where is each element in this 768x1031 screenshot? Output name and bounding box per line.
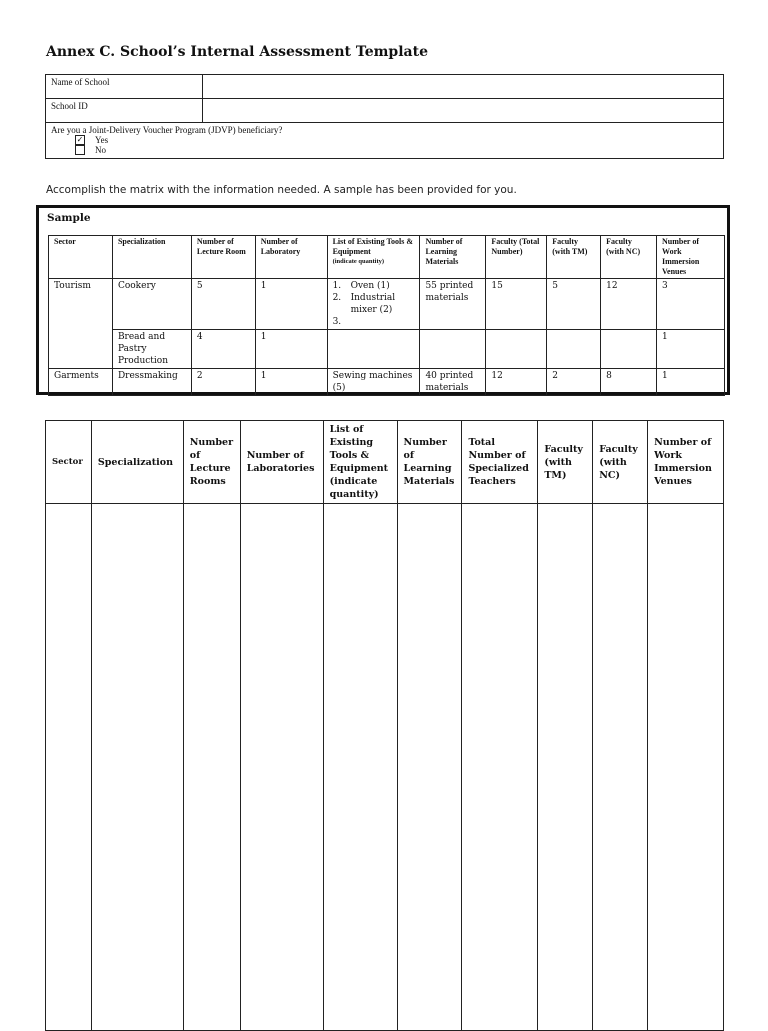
matrix-header-specialization: Specialization — [91, 421, 183, 504]
matrix-entry-row — [46, 504, 724, 1031]
option-no-label: No — [95, 145, 106, 155]
matrix-header-lab: Number of Laboratories — [240, 421, 323, 504]
sample-header-faculty-total: Faculty (Total Number) — [486, 236, 547, 279]
matrix-header-faculty-tm: Faculty (with TM) — [538, 421, 593, 504]
sample-cell-lab: 1 — [255, 279, 327, 330]
matrix-cell-faculty-nc[interactable] — [593, 504, 648, 1031]
sample-cell-tools: Sewing machines (5) — [327, 369, 420, 396]
option-yes-label: Yes — [95, 135, 109, 145]
sample-cell-faculty-nc — [601, 330, 657, 369]
sample-cell-learning: 55 printed materials — [420, 279, 486, 330]
checkbox-icon[interactable] — [75, 145, 85, 155]
sample-header-work: Number of Work Immersion Venues — [657, 236, 725, 279]
matrix-cell-work[interactable] — [648, 504, 724, 1031]
matrix-header-tools: List of Existing Tools & Equipment (indicate quantity) — [323, 421, 397, 504]
matrix-cell-sector[interactable] — [46, 504, 92, 1031]
sample-cell-specialization: Cookery — [112, 279, 191, 330]
jdvp-question: Are you a Joint-Delivery Voucher Program (JDVP) beneficiary? — [51, 125, 283, 135]
matrix-cell-learning[interactable] — [397, 504, 462, 1031]
sample-cell-lab: 1 — [255, 369, 327, 396]
sample-cell-faculty-total — [486, 330, 547, 369]
sample-cell-tools — [327, 330, 420, 369]
sample-label: Sample — [47, 212, 91, 224]
sample-header-sector: Sector — [49, 236, 113, 279]
matrix-cell-lecture[interactable] — [183, 504, 240, 1031]
school-info-table — [45, 74, 724, 159]
jdvp-question-cell — [46, 123, 724, 159]
list-number: 1. — [332, 281, 342, 291]
list-number: 3. — [332, 317, 342, 327]
school-id-field[interactable] — [203, 99, 724, 123]
sample-cell-work: 3 — [657, 279, 725, 330]
matrix-header-faculty-nc: Faculty (with NC) — [593, 421, 648, 504]
sample-table — [48, 235, 725, 396]
sample-cell-learning — [420, 330, 486, 369]
sample-cell-faculty-nc: 12 — [601, 279, 657, 330]
sample-cell-lecture: 5 — [191, 279, 255, 330]
sample-cell-specialization: Dressmaking — [112, 369, 191, 396]
matrix-cell-lab[interactable] — [240, 504, 323, 1031]
sample-cell-specialization: Bread and Pastry Production — [112, 330, 191, 369]
sample-cell-work: 1 — [657, 369, 725, 396]
option-yes[interactable] — [75, 135, 718, 145]
list-item — [333, 280, 415, 292]
sample-cell-learning: 40 printed materials — [420, 369, 486, 396]
sample-cell-sector: Garments — [49, 369, 113, 396]
matrix-header-lecture: Number of Lecture Rooms — [183, 421, 240, 504]
list-item — [333, 292, 415, 316]
table-row — [49, 330, 725, 369]
sample-header-tools-text: List of Existing Tools & Equipment — [332, 237, 414, 256]
sample-cell-faculty-nc: 8 — [601, 369, 657, 396]
list-number: 2. — [332, 293, 342, 303]
matrix-header-teachers: Total Number of Specialized Teachers — [462, 421, 538, 504]
list-text: Oven (1) — [350, 281, 390, 291]
matrix-header-work: Number of Work Immersion Venues — [648, 421, 724, 504]
sample-cell-faculty-total: 15 — [486, 279, 547, 330]
sample-cell-tools — [327, 279, 420, 330]
assessment-matrix-table — [45, 420, 724, 1031]
matrix-header-learning: Number of Learning Materials — [397, 421, 462, 504]
table-row — [49, 279, 725, 330]
school-id-label: School ID — [46, 99, 203, 123]
school-name-label: Name of School — [46, 75, 203, 99]
sample-header-specialization: Specialization — [112, 236, 191, 279]
sample-header-faculty-tm: Faculty (with TM) — [547, 236, 601, 279]
sample-cell-lab: 1 — [255, 330, 327, 369]
sample-cell-work: 1 — [657, 330, 725, 369]
sample-cell-faculty-tm: 2 — [547, 369, 601, 396]
sample-cell-faculty-tm: 5 — [547, 279, 601, 330]
matrix-cell-specialization[interactable] — [91, 504, 183, 1031]
matrix-header-row — [46, 421, 724, 504]
sample-header-tools — [327, 236, 420, 279]
matrix-cell-faculty-tm[interactable] — [538, 504, 593, 1031]
sample-cell-lecture: 2 — [191, 369, 255, 396]
sample-box — [36, 205, 730, 395]
sample-header-tools-sub: (indicate quantity) — [332, 258, 385, 265]
matrix-cell-tools[interactable] — [323, 504, 397, 1031]
list-text: Industrial mixer (2) — [350, 293, 396, 315]
sample-header-faculty-nc: Faculty (with NC) — [601, 236, 657, 279]
sample-cell-faculty-tm — [547, 330, 601, 369]
option-no[interactable] — [75, 145, 718, 155]
table-row — [49, 369, 725, 396]
sample-header-row — [49, 236, 725, 279]
sample-header-lecture: Number of Lecture Room — [191, 236, 255, 279]
sample-cell-lecture: 4 — [191, 330, 255, 369]
matrix-cell-teachers[interactable] — [462, 504, 538, 1031]
sample-header-learning: Number of Learning Materials — [420, 236, 486, 279]
document-title: Annex C. School’s Internal Assessment Template — [46, 44, 428, 60]
school-name-field[interactable] — [203, 75, 724, 99]
sample-cell-faculty-total: 12 — [486, 369, 547, 396]
matrix-header-sector: Sector — [46, 421, 92, 504]
checked-checkbox-icon[interactable]: ✓ — [76, 135, 84, 144]
tools-list — [333, 280, 415, 328]
list-item — [333, 316, 415, 328]
sample-cell-sector: Tourism — [49, 279, 113, 369]
instruction-text: Accomplish the matrix with the information needed. A sample has been provided for you. — [46, 184, 517, 196]
sample-header-lab: Number of Laboratory — [255, 236, 327, 279]
